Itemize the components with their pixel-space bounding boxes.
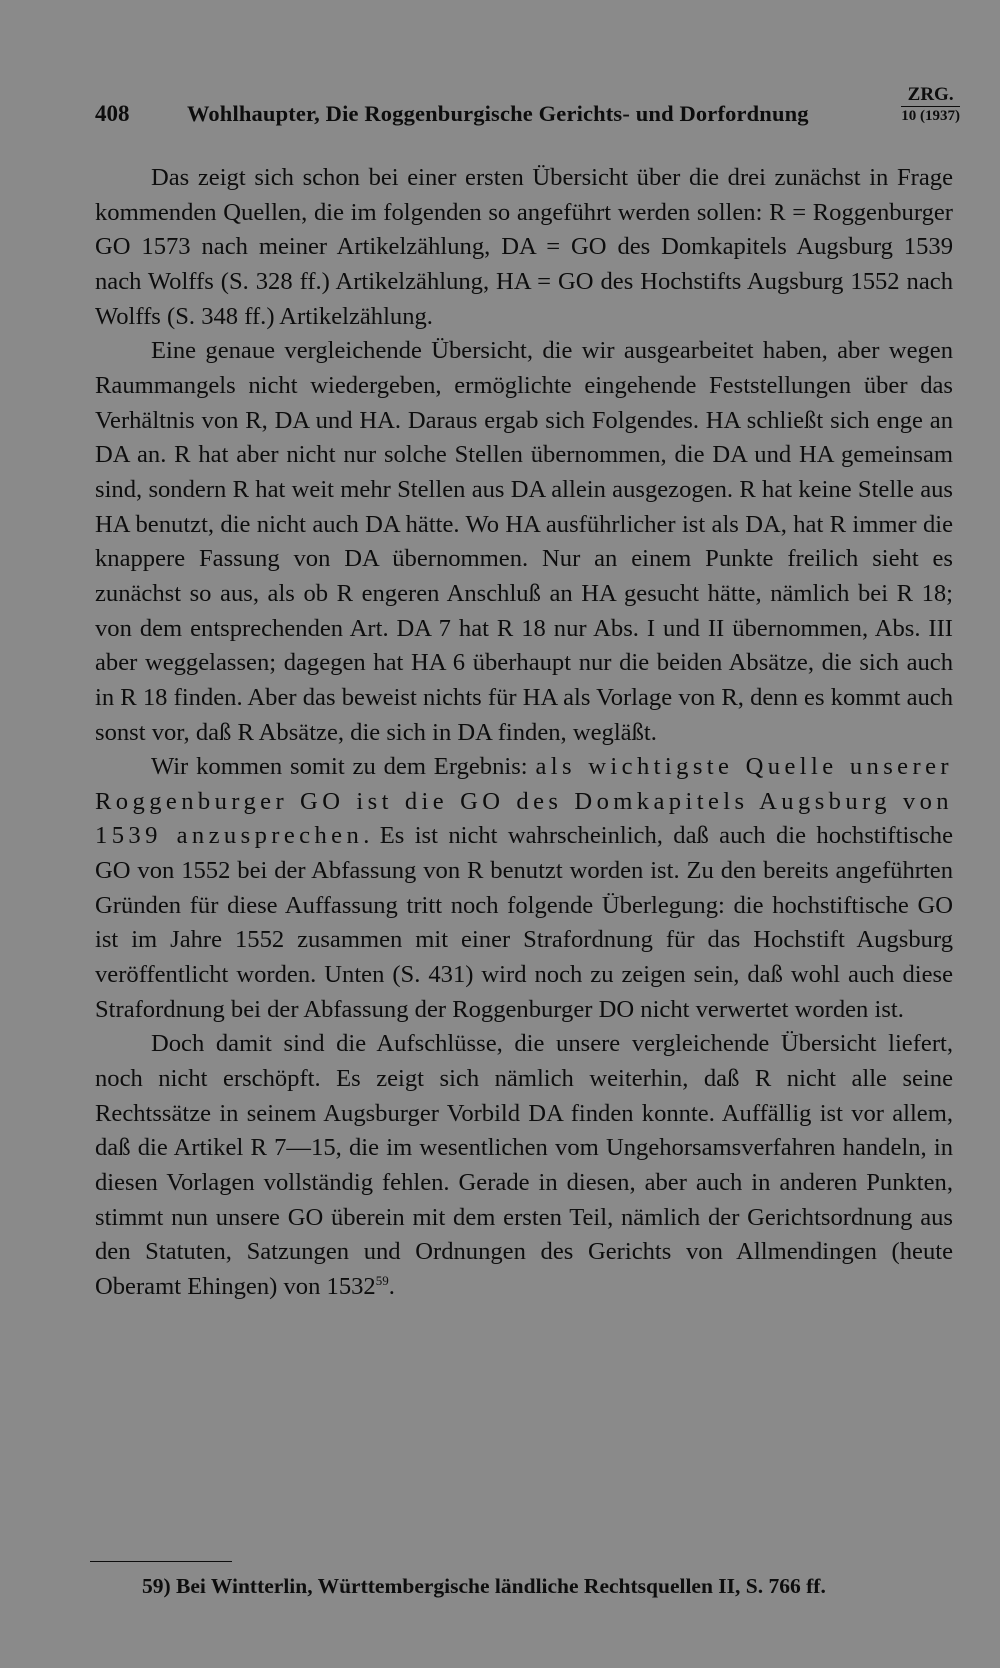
paragraph-text: Das zeigt sich schon bei einer ersten Übersicht über die drei zunächst in Frage kommenden Quellen, die im folgenden so angeführt werden sollen: R = Roggenburger GO 1573 nach meiner Artikelzählung, DA = GO des Domkapitels Augsburg 1539 nach Wolffs (S. 328 ff.) Artikelzählung, HA = GO des Hochstifts Augsburg 1552 nach Wolffs (S. 348 ff.) Artikelzählung. xyxy=(95,164,953,330)
page-number: 408 xyxy=(95,101,130,126)
journal-reference xyxy=(901,85,960,124)
footnote xyxy=(142,1574,826,1599)
page-header xyxy=(95,84,960,135)
body-text xyxy=(95,161,953,1305)
paragraph-2 xyxy=(95,334,953,750)
paragraph-text: Doch damit sind die Aufschlüsse, die unsere vergleichende Übersicht liefert, noch nicht erschöpft. Es zeigt sich nämlich weiterhin, daß R nicht alle seine Rechtssätze in seinem Augsburger Vorbild DA finden konnte. Auffällig ist vor allem, daß die Artikel R 7—15, die im wesentlichen vom Ungehorsamsverfahren handeln, in diesen Vorlagen vollständig fehlen. Gerade in diesen, aber auch in anderen Punkten, stimmt nun unsere GO überein mit dem ersten Teil, nämlich der Gerichtsordnung aus den Statuten, Satzungen und Ordnungen des Gerichts von Allmendingen (heute Oberamt Ehingen) von 1532 xyxy=(95,1030,953,1300)
paragraph-1 xyxy=(95,161,953,334)
footnote-text: Bei Wintterlin, Württembergische ländliche Rechtsquellen II, S. 766 ff. xyxy=(176,1574,826,1598)
footnote-reference: 59 xyxy=(375,1272,389,1288)
paragraph-text: Wir kommen somit zu dem Ergebnis: xyxy=(151,753,536,781)
paragraph-text: . xyxy=(388,1273,395,1300)
journal-abbreviation: ZRG. xyxy=(901,85,960,107)
footnote-marker: 59) xyxy=(142,1574,171,1598)
running-head: Wohlhaupter, Die Roggenburgische Gerichts- und Dorfordnung xyxy=(187,101,809,126)
paragraph-3 xyxy=(95,750,953,1027)
paragraph-4 xyxy=(95,1027,953,1304)
paragraph-text: . Es ist nicht wahrscheinlich, daß auch die hochstiftische GO von 1552 bei der Abfassung von R benutzt worden ist. Zu den bereits angeführten Gründen für diese Auffassung tritt noch folgende Überlegung: die hochstiftische GO ist im Jahre 1552 zusammen mit einer Strafordnung für das Hochstift Augsburg veröffentlicht worden. Unten (S. 431) wird noch zu zeigen sein, daß wohl auch diese Strafordnung bei der Abfassung der Roggenburger DO nicht verwertet worden ist. xyxy=(95,822,953,1023)
paragraph-text: Eine genaue vergleichende Übersicht, die wir ausgearbeitet haben, aber wegen Raummangels nicht wiedergeben, ermöglichte eingehende Feststellungen über das Verhältnis von R, DA und HA. Daraus ergab sich Folgendes. HA schließt sich enge an DA an. R hat aber nicht nur solche Stellen übernommen, die DA und HA gemeinsam sind, sondern R hat weit mehr Stellen aus DA allein ausgezogen. R hat keine Stelle aus HA benutzt, die nicht auch DA hätte. Wo HA ausführlicher ist als DA, hat R immer die knappere Fassung von DA übernommen. Nur an einem Punkte freilich sieht es zunächst so aus, als ob R engeren Anschluß an HA gesucht hätte, nämlich bei R 18; von dem entsprechenden Art. DA 7 hat R 18 nur Abs. I und II übernommen, Abs. III aber weggelassen; dagegen hat HA 6 überhaupt nur die beiden Absätze, die sich auch in R 18 finden. Aber das beweist nichts für HA als Vorlage von R, denn es kommt auch sonst vor, daß R Absätze, die sich in DA finden, wegläßt. xyxy=(95,337,953,746)
journal-volume: 10 (1937) xyxy=(901,108,960,124)
footnote-divider xyxy=(90,1561,232,1562)
emphasized-conclusion: als wichtigste Quelle unserer Roggenburger GO ist die GO des Domkapitels Augsburg von 1539 anzusprechen xyxy=(95,753,953,850)
